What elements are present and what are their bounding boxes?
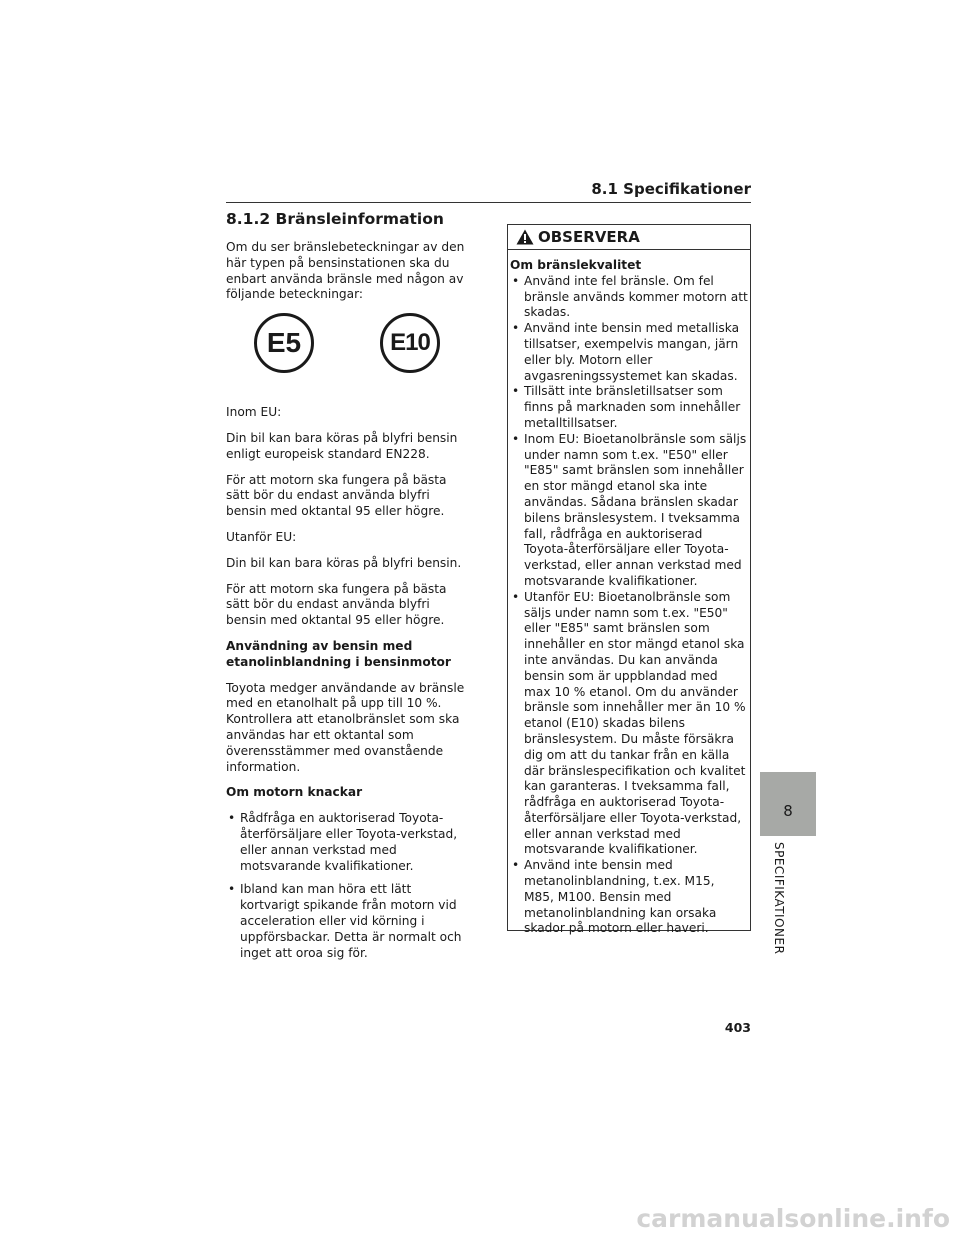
list-item: • Utanför EU: Bioetanolbränsle som säljs under namn som t.ex. "E50" eller "E85" samt bränslen som innehåller en stor mängd etanol ska inte användas. Du kan använda bensin som är uppblandad med max 10 % etanol. Om du använder bränsle som innehåller mer än 10 % etanol (E10) skadas bilens bränslesystem. Du måste försäkra dig om att du tankar från en källa där bränslespecifikation och kvalitet kan garanteras. I tveksamma fall, rådfråga en auktoriserad Toyota-återförsäljare eller Toyota-verkstad, eller annan verkstad med motsvarande kvalifikationer. [510, 590, 748, 859]
notice-bullet-list [510, 274, 748, 937]
notice-subheading: Om bränslekvalitet [510, 258, 642, 272]
list-item: • Ibland kan man höra ett lätt kortvarigt spikande från motorn vid acceleration eller vid körning i uppförsbackar. Detta är normalt och inget att oroa sig för. [226, 882, 471, 961]
notice-header [508, 225, 750, 250]
e5-fuel-badge-icon: E5 [254, 313, 314, 373]
knock-bullet-list [226, 811, 471, 961]
page-number: 403 [724, 1020, 751, 1035]
fuel-label-badges [226, 313, 471, 393]
notice-body [508, 250, 750, 937]
eu-paragraph-2: För att motorn ska fungera på bästa sätt bör du endast använda blyfri bensin med oktantal 95 eller högre. [226, 472, 447, 519]
list-item: • Använd inte bensin med metanolinblandning, t.ex. M15, M85, M100. Bensin med metanolinblandning kan orsaka skador på motorn eller haveri. [510, 858, 748, 937]
non-eu-paragraph-1: Din bil kan bara köras på blyfri bensin. [226, 555, 462, 570]
section-title: 8.1.2 Bränsleinformation [226, 210, 444, 228]
watermark: carmanualsonline.info [636, 1204, 950, 1233]
chapter-tab[interactable] [760, 772, 816, 836]
chapter-label: SPECIFIKATIONER [772, 842, 786, 955]
non-eu-paragraph-2: För att motorn ska fungera på bästa sätt bör du endast använda blyfri bensin med oktantal 95 eller högre. [226, 581, 447, 628]
list-item: • Inom EU: Bioetanolbränsle som säljs under namn som t.ex. "E50" eller "E85" samt bränslen som innehåller en stor mängd etanol ska inte användas. Sådana bränslen skadar bilens bränslesystem. I tveksamma fall, rådfråga en auktoriserad Toyota-återförsäljare eller Toyota-verkstad, eller annan verkstad med motsvarande kvalifikationer. [510, 432, 748, 590]
non-eu-heading: Utanför EU: [226, 529, 297, 544]
ethanol-heading: Användning av bensin med etanolinblandning i bensinmotor [226, 638, 451, 669]
e10-fuel-badge-icon: E10 [380, 313, 440, 373]
running-header: 8.1 Specifikationer [591, 180, 751, 198]
left-column [226, 210, 471, 969]
eu-heading: Inom EU: [226, 405, 282, 420]
header-divider [226, 202, 751, 203]
chapter-number: 8 [783, 802, 793, 820]
list-item: • Använd inte fel bränsle. Om fel bränsle används kommer motorn att skadas. [510, 274, 748, 321]
warning-triangle-icon [516, 229, 534, 245]
knock-heading: Om motorn knackar [226, 785, 363, 800]
eu-paragraph-1: Din bil kan bara köras på blyfri bensin enligt europeisk standard EN228. [226, 430, 458, 461]
list-item: • Tillsätt inte bränsletillsatser som finns på marknaden som innehåller metalltillsatser. [510, 384, 748, 431]
notice-box [507, 224, 751, 936]
intro-paragraph: Om du ser bränslebeteckningar av den här typen på bensinstationen ska du enbart använda bränsle med någon av följande beteckningar: [226, 240, 465, 302]
notice-title: OBSERVERA [538, 228, 640, 246]
list-item: • Rådfråga en auktoriserad Toyota-återförsäljare eller Toyota-verkstad, eller annan verkstad med motsvarande kvalifikationer. [226, 811, 471, 874]
list-item: • Använd inte bensin med metalliska tillsatser, exempelvis mangan, järn eller bly. Motorn eller avgasreningssystemet kan skadas. [510, 321, 748, 384]
ethanol-paragraph: Toyota medger användande av bränsle med en etanolhalt på upp till 10 %. Kontrollera att etanolbränslet som ska användas har ett oktantal som överensstämmer med ovanstående information. [226, 680, 465, 774]
